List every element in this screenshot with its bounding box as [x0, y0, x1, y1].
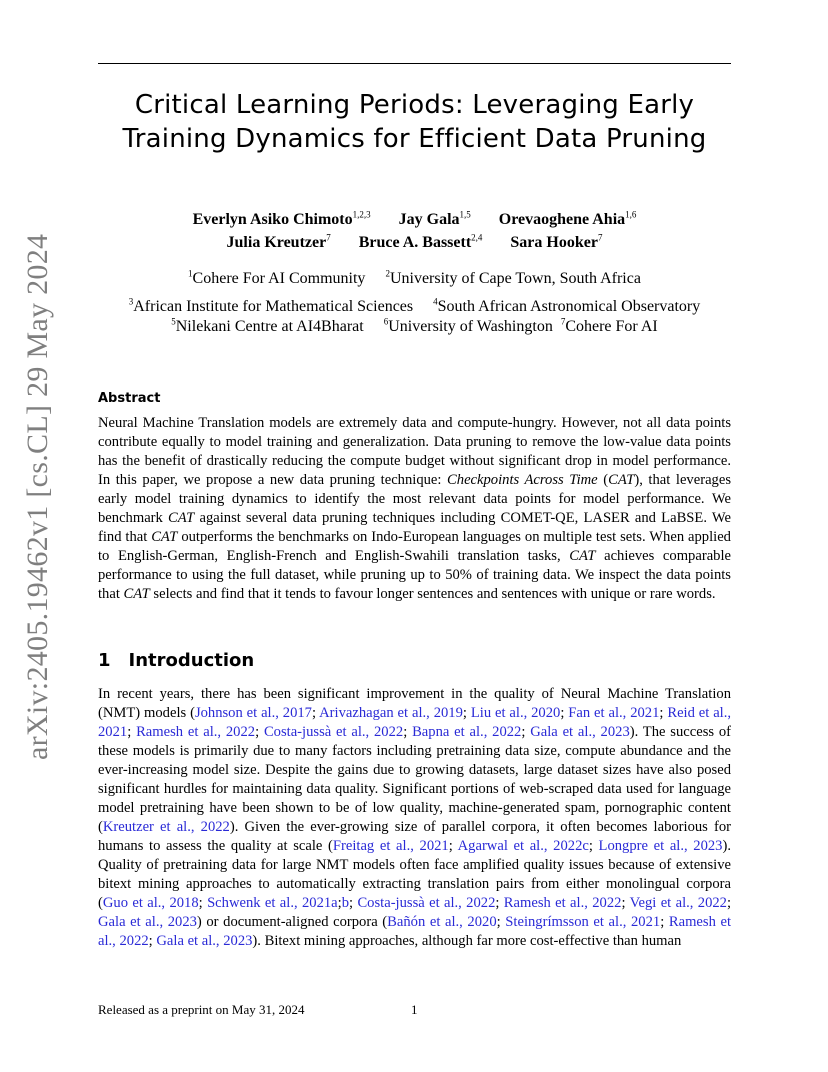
citation-link[interactable]: Ramesh et al., 2022	[503, 895, 622, 911]
citation-link[interactable]: Fan et al., 2021	[568, 705, 660, 721]
section-heading-introduction	[98, 650, 254, 671]
citation-link[interactable]: b	[341, 895, 350, 911]
citation-link[interactable]: Vegi et al., 2022	[629, 895, 727, 911]
citation-link[interactable]: Kreutzer et al., 2022	[102, 819, 230, 835]
section-title: Introduction	[128, 650, 255, 671]
title-line-2: Training Dynamics for Efficient Data Pruning	[122, 124, 707, 154]
affiliation: $^5$Nilekani Centre at AI4Bharat	[171, 316, 364, 335]
introduction-body: In recent years, there has been significant improvement in the quality of Neural Machine Translation (NMT) models (Johnson et al., 2017; Arivazhagan et al., 2019; Liu et al., 2020; Fan et al., 2021; Reid et al., 2021; Ramesh et al., 2022; Costa-jussà et al., 2022; Bapna et al., 2022; Gala et al., 2023). The success of these models is primarily due to many factors including pretraining data size, compute abundance and the ever-increasing model size. Despite the gains due to growing datasets, large dataset sizes have also posed significant hurdles for maintaining data quality. Significant portions of web-scraped data used for language model pretraining have been shown to be of low quality, machine-generated spam, pornographic content (Kreutzer et al., 2022). Given the ever-growing size of parallel corpora, it often becomes laborious for humans to assess the quality at scale (Freitag et al., 2021; Agarwal et al., 2022c; Longpre et al., 2023). Quality of pretraining data for large NMT models often face amplified quality issues because of extensive bitext mining approaches to automatically extracting translation pairs from either monolingual corpora (Guo et al., 2018; Schwenk et al., 2021a;b; Costa-jussà et al., 2022; Ramesh et al., 2022; Vegi et al., 2022; Gala et al., 2023) or document-aligned corpora (Bañón et al., 2020; Steingrímsson et al., 2021; Ramesh et al., 2022; Gala et al., 2023). Bitext mining approaches, although far more cost-effective than human	[98, 686, 732, 949]
affiliation-line-2	[98, 297, 731, 317]
citation-link[interactable]: Bañón et al., 2020	[387, 914, 497, 930]
page-number: 1	[411, 1002, 418, 1017]
citation-link[interactable]: Liu et al., 2020	[470, 705, 561, 721]
citation-link[interactable]: Gala et al., 2023	[98, 914, 197, 930]
title-line-1: Critical Learning Periods: Leveraging Early	[134, 90, 695, 120]
citation-link[interactable]: Guo et al., 2018	[102, 895, 199, 911]
citation-link[interactable]: Johnson et al., 2017	[194, 705, 312, 721]
affiliation: $^1$Cohere For AI Community	[188, 268, 366, 287]
citation-link[interactable]: Costa-jussà et al., 2022	[263, 724, 404, 740]
citation-link[interactable]: Costa-jussà et al., 2022	[357, 895, 496, 911]
citation-link[interactable]: Arivazhagan et al., 2019	[319, 705, 463, 721]
citation-link[interactable]: Steingrímsson et al., 2021	[505, 914, 661, 930]
affiliation: $^6$University of Washington	[383, 316, 553, 335]
citation-link[interactable]: Ramesh et al., 2022	[136, 724, 256, 740]
citation-link[interactable]: Schwenk et al., 2021a	[207, 895, 338, 911]
affiliation-line-1	[98, 269, 731, 289]
affiliation: $^4$South African Astronomical Observatory	[433, 296, 701, 315]
author-list	[98, 208, 731, 254]
affiliation: $^7$Cohere For AI	[560, 316, 658, 335]
affiliation: $^2$University of Cape Town, South Africa	[385, 268, 641, 287]
citation-link[interactable]: Ramesh et al., 2022	[98, 914, 732, 949]
citation-link[interactable]: Gala et al., 2023	[530, 724, 630, 740]
author: Everlyn Asiko Chimoto$^{1,2,3}$	[192, 209, 371, 228]
footer-note: Released as a preprint on May 31, 2024	[98, 1002, 305, 1017]
citation-link[interactable]: Freitag et al., 2021	[332, 838, 449, 854]
author: Bruce A. Bassett$^{2,4}$	[358, 232, 483, 251]
arxiv-sidebar-stamp: arXiv:2405.19462v1 [cs.CL] 29 May 2024	[21, 233, 54, 760]
abstract-body: Neural Machine Translation models are extremely data and compute-hungry. However, not all data points contribute equally to model training and generalization. Data pruning to remove the low-value data points has the benefit of drastically reducing the compute budget without significant drop in model performance. In this paper, we propose a new data pruning technique: Checkpoints Across Time (CAT), that leverages early model training dynamics to identify the most relevant data points for model performance. We benchmark CAT against several data pruning techniques including COMET-QE, LASER and LaBSE. We find that CAT outperforms the benchmarks on Indo-European languages on multiple test sets. When applied to English-German, English-French and English-Swahili translation tasks, CAT achieves comparable performance to using the full dataset, while pruning up to 50% of training data. We inspect the data points that CAT selects and find that it tends to favour longer sentences and sentences with unique or rare words.	[98, 415, 732, 602]
citation-link[interactable]: Gala et al., 2023	[156, 933, 253, 949]
paper-title	[98, 88, 731, 156]
citation-link[interactable]: Reid et al., 2021	[98, 705, 732, 740]
author: Orevaoghene Ahia$^{1,6}$	[498, 209, 637, 228]
affiliation-line-3	[98, 317, 731, 337]
citation-link[interactable]: Bapna et al., 2022	[412, 724, 522, 740]
section-number: 1	[98, 650, 111, 671]
author: Julia Kreutzer$^7$	[226, 232, 331, 251]
author: Jay Gala$^{1,5}$	[398, 209, 471, 228]
citation-link[interactable]: Longpre et al., 2023	[598, 838, 723, 854]
citation-link[interactable]: Agarwal et al., 2022c	[457, 838, 589, 854]
abstract-heading: Abstract	[98, 391, 161, 406]
affiliation: $^3$African Institute for Mathematical Sciences	[128, 296, 414, 315]
top-rule	[98, 63, 731, 64]
author: Sara Hooker$^7$	[510, 232, 603, 251]
